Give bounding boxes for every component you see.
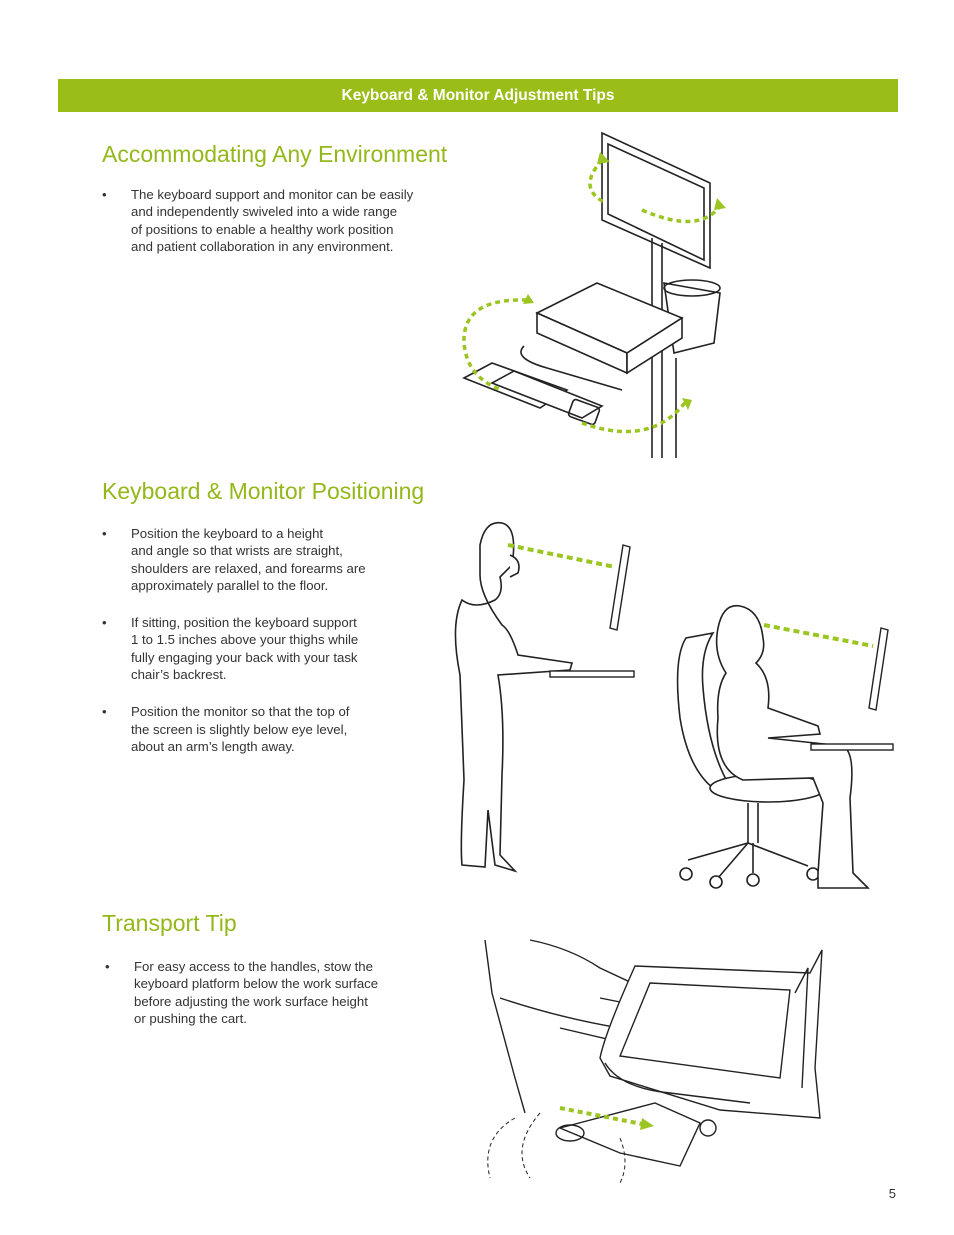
banner-title: Keyboard & Monitor Adjustment Tips xyxy=(341,86,615,104)
seated-person-illustration xyxy=(668,598,898,893)
bullet-list-transport xyxy=(105,958,415,1027)
bullet-item: • The keyboard support and monitor can be easily and independently swiveled into a wide range of positions to enable a healthy work position and patient collaboration in any environment. xyxy=(102,186,442,255)
section-banner xyxy=(58,79,898,112)
cart-swivel-illustration xyxy=(452,128,737,463)
bullet-item: • If sitting, position the keyboard support 1 to 1.5 inches above your thighs while fully engaging your back with your task chair’s backrest. xyxy=(102,614,422,683)
transport-handle-illustration xyxy=(470,938,830,1183)
standing-person-illustration xyxy=(440,515,650,885)
bullet-item: • For easy access to the handles, stow the keyboard platform below the work surface before adjusting the work surface height or pushing the cart. xyxy=(105,958,415,1027)
bullet-item: • Position the keyboard to a height and angle so that wrists are straight, shoulders are relaxed, and forearms are approximately parallel to the floor. xyxy=(102,525,422,594)
bullet-item: • Position the monitor so that the top of the screen is slightly below eye level, about an arm’s length away. xyxy=(102,703,422,755)
heading-transport-tip: Transport Tip xyxy=(102,910,237,936)
heading-keyboard-monitor-positioning: Keyboard & Monitor Positioning xyxy=(102,478,425,504)
bullet-list-positioning xyxy=(102,525,422,755)
heading-accommodating-environment: Accommodating Any Environment xyxy=(102,141,448,167)
bullet-list-environment xyxy=(102,186,442,255)
page-number: 5 xyxy=(888,1186,896,1201)
